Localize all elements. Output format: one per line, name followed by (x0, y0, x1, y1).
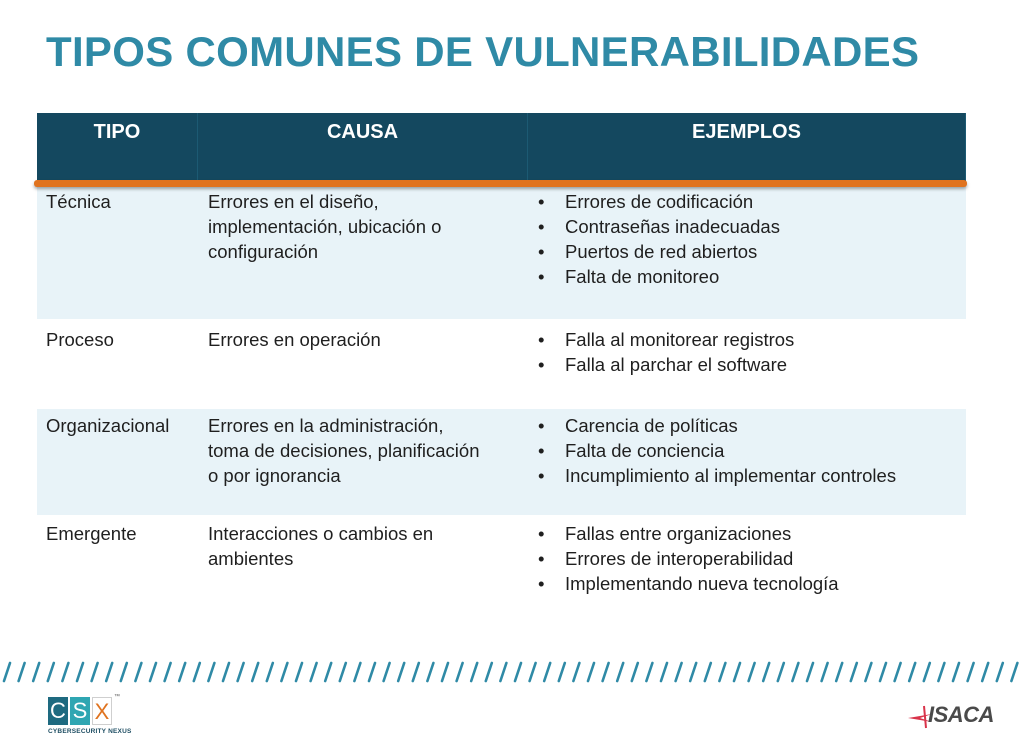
slash-mark (281, 663, 287, 681)
isaca-wordmark: ISACA (928, 702, 994, 727)
causa-line: Interacciones o cambios en (208, 523, 434, 544)
slash-mark (413, 663, 419, 681)
slash-mark (968, 663, 974, 681)
isaca-logo (906, 700, 1002, 730)
csx-logo-letter: X (92, 697, 112, 725)
slash-mark (442, 663, 448, 681)
list-item: • Implementando nueva tecnología (538, 571, 966, 596)
slash-mark (603, 663, 609, 681)
header-accent-bar (34, 180, 967, 187)
list-item: • Contraseñas inadecuadas (538, 214, 966, 239)
slash-mark (354, 663, 360, 681)
slash-mark (515, 663, 521, 681)
slash-mark (165, 663, 171, 681)
slash-mark (836, 663, 842, 681)
slash-mark (4, 663, 10, 681)
slash-mark (705, 663, 711, 681)
slash-mark (573, 663, 579, 681)
slash-mark (559, 663, 565, 681)
csx-logo-letter: C (48, 697, 68, 725)
causa-line: o por ignorancia (208, 465, 341, 486)
cell-tipo: Emergente (46, 523, 137, 544)
table-row (37, 319, 966, 409)
slash-mark (296, 663, 302, 681)
slash-mark (135, 663, 141, 681)
list-item: • Errores de interoperabilidad (538, 546, 966, 571)
table-row (37, 515, 966, 615)
slash-mark (646, 663, 652, 681)
header-tipo: TIPO (37, 113, 198, 183)
slash-mark (77, 663, 83, 681)
slash-mark (457, 663, 463, 681)
slash-mark (632, 663, 638, 681)
list-item: • Falla al parchar el software (538, 352, 966, 377)
list-item: • Falta de conciencia (538, 438, 966, 463)
cell-ejemplos (528, 521, 966, 615)
slash-divider (0, 660, 1024, 684)
cell-ejemplos (528, 327, 966, 409)
slash-mark (617, 663, 623, 681)
slash-mark (1011, 663, 1017, 681)
slash-mark (588, 663, 594, 681)
slash-mark (33, 663, 39, 681)
slash-mark (427, 663, 433, 681)
causa-line: ambientes (208, 548, 294, 569)
list-item: • Fallas entre organizaciones (538, 521, 966, 546)
causa-line: Errores en la administración, (208, 415, 444, 436)
list-item: • Puertos de red abiertos (538, 239, 966, 264)
csx-logo-letter: S (70, 697, 90, 725)
cell-causa (198, 327, 528, 409)
slash-mark (179, 663, 185, 681)
slash-mark (851, 663, 857, 681)
slash-mark (807, 663, 813, 681)
table-row (37, 409, 966, 515)
cell-tipo: Organizacional (46, 415, 170, 436)
cell-ejemplos (528, 189, 966, 319)
slash-mark (48, 663, 54, 681)
slash-mark (924, 663, 930, 681)
slash-mark (384, 663, 390, 681)
cell-tipo: Técnica (46, 191, 111, 212)
slash-mark (734, 663, 740, 681)
csx-caption: CYBERSECURITY NEXUS (48, 728, 132, 735)
page-title: TIPOS COMUNES DE VULNERABILIDADES (46, 28, 920, 75)
slash-mark (997, 663, 1003, 681)
slash-mark (471, 663, 477, 681)
list-item: • Falla al monitorear registros (538, 327, 966, 352)
slash-mark (822, 663, 828, 681)
cell-causa (198, 521, 528, 615)
slash-mark (544, 663, 550, 681)
slash-mark (500, 663, 506, 681)
slash-mark (340, 663, 346, 681)
slash-mark (778, 663, 784, 681)
list-item: • Carencia de políticas (538, 413, 966, 438)
causa-line: Errores en el diseño, (208, 191, 379, 212)
slash-mark (938, 663, 944, 681)
slash-mark (909, 663, 915, 681)
slash-mark (92, 663, 98, 681)
list-item: • Falta de monitoreo (538, 264, 966, 289)
vulnerability-table (37, 113, 966, 615)
slash-mark (208, 663, 214, 681)
slash-mark (865, 663, 871, 681)
slash-mark (106, 663, 112, 681)
slash-mark (690, 663, 696, 681)
slash-mark (19, 663, 25, 681)
slash-mark (719, 663, 725, 681)
slash-mark (325, 663, 331, 681)
slash-mark (121, 663, 127, 681)
causa-line: toma de decisiones, planificación (208, 440, 480, 461)
csx-logo (48, 694, 132, 741)
cell-tipo: Proceso (46, 329, 114, 350)
slash-mark (238, 663, 244, 681)
header-causa: CAUSA (198, 113, 528, 183)
table-header (37, 113, 966, 183)
list-item: • Incumplimiento al implementar controles (538, 463, 966, 488)
trademark-mark: ™ (114, 694, 120, 700)
slash-mark (194, 663, 200, 681)
slash-mark (749, 663, 755, 681)
slash-mark (953, 663, 959, 681)
slash-mark (982, 663, 988, 681)
causa-line: configuración (208, 241, 319, 262)
slash-mark (486, 663, 492, 681)
slash-mark (369, 663, 375, 681)
table-row (37, 183, 966, 319)
slash-mark (895, 663, 901, 681)
slash-mark (150, 663, 156, 681)
causa-line: Errores en operación (208, 329, 381, 350)
slash-mark (267, 663, 273, 681)
slash-mark (311, 663, 317, 681)
cell-ejemplos (528, 413, 966, 515)
cell-causa (198, 413, 528, 515)
slash-mark (530, 663, 536, 681)
slash-mark (880, 663, 886, 681)
slash-mark (62, 663, 68, 681)
list-item: • Errores de codificación (538, 189, 966, 214)
slash-mark (661, 663, 667, 681)
slash-mark (398, 663, 404, 681)
slash-mark (252, 663, 258, 681)
slash-mark (792, 663, 798, 681)
slash-mark (676, 663, 682, 681)
slash-mark (763, 663, 769, 681)
header-ejemplos: EJEMPLOS (528, 113, 966, 183)
cell-causa (198, 189, 528, 319)
slash-mark (223, 663, 229, 681)
causa-line: implementación, ubicación o (208, 216, 442, 237)
